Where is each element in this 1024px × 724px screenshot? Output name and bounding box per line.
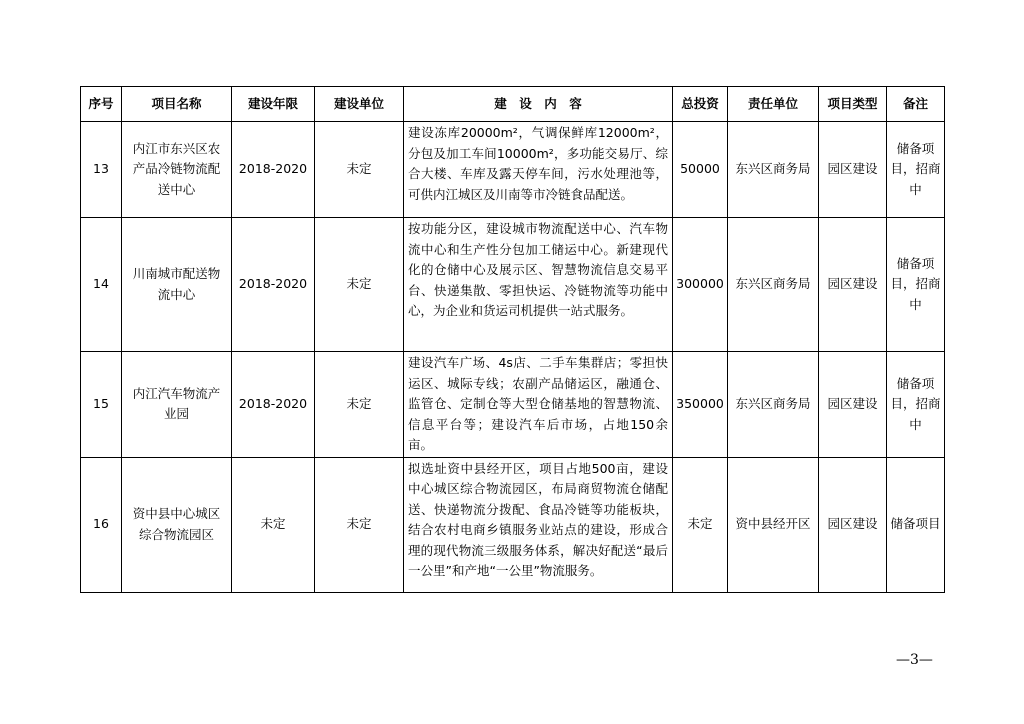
row-type: 园区建设 <box>819 457 887 592</box>
row-content: 建设冻库20000m²，气调保鲜库12000m²，分包及加工车间10000m²，多功能交易厅、综合大楼、车库及露天停车间，污水处理池等，可供内江城区及川南等市冷链食品配送。 <box>404 122 673 218</box>
row-remark: 储备项目，招商中 <box>887 352 945 458</box>
row-type: 园区建设 <box>819 352 887 458</box>
row-builder: 未定 <box>315 352 404 458</box>
row-no: 16 <box>81 457 122 592</box>
row-period: 2018-2020 <box>232 218 315 352</box>
header-investment: 总投资 <box>673 87 728 122</box>
header-remark: 备注 <box>887 87 945 122</box>
row-project-name: 内江市东兴区农产品冷链物流配送中心 <box>122 122 232 218</box>
row-remark: 储备项目 <box>887 457 945 592</box>
table-header-row <box>81 87 945 122</box>
row-remark: 储备项目，招商中 <box>887 122 945 218</box>
header-content: 建 设 内 容 <box>404 87 673 122</box>
row-no: 15 <box>81 352 122 458</box>
row-builder: 未定 <box>315 218 404 352</box>
row-investment: 未定 <box>673 457 728 592</box>
row-period: 未定 <box>232 457 315 592</box>
row-content: 拟选址资中县经开区，项目占地500亩，建设中心城区综合物流园区，布局商贸物流仓储配送、快递物流分拨配、食品冷链等功能板块，结合农村电商乡镇服务业站点的建设，形成合理的现代物流三级服务体系，解决好配送“最后一公里”和产地“一公里”物流服务。 <box>404 457 673 592</box>
row-period: 2018-2020 <box>232 122 315 218</box>
header-name: 项目名称 <box>122 87 232 122</box>
row-project-name: 内江汽车物流产业园 <box>122 352 232 458</box>
table-row <box>81 457 945 592</box>
row-builder: 未定 <box>315 457 404 592</box>
row-no: 13 <box>81 122 122 218</box>
header-period: 建设年限 <box>232 87 315 122</box>
row-period: 2018-2020 <box>232 352 315 458</box>
row-builder: 未定 <box>315 122 404 218</box>
header-responsible: 责任单位 <box>728 87 819 122</box>
row-responsible: 资中县经开区 <box>728 457 819 592</box>
row-remark: 储备项目，招商中 <box>887 218 945 352</box>
row-investment: 350000 <box>673 352 728 458</box>
row-content: 按功能分区，建设城市物流配送中心、汽车物流中心和生产性分包加工储运中心。新建现代化的仓储中心及展示区、智慧物流信息交易平台、快递集散、零担快运、冷链物流等功能中心，为企业和货运司机提供一站式服务。 <box>404 218 673 352</box>
row-responsible: 东兴区商务局 <box>728 122 819 218</box>
header-builder: 建设单位 <box>315 87 404 122</box>
row-responsible: 东兴区商务局 <box>728 218 819 352</box>
row-content: 建设汽车广场、4s店、二手车集群店；零担快运区、城际专线；农副产品储运区，融通仓、监管仓、定制仓等大型仓储基地的智慧物流、信息平台等；建设汽车后市场，占地150余亩。 <box>404 352 673 458</box>
row-type: 园区建设 <box>819 218 887 352</box>
project-table <box>80 86 945 593</box>
row-project-name: 资中县中心城区综合物流园区 <box>122 457 232 592</box>
table-row <box>81 122 945 218</box>
table-row <box>81 352 945 458</box>
row-project-name: 川南城市配送物流中心 <box>122 218 232 352</box>
row-no: 14 <box>81 218 122 352</box>
page-number: —3— <box>896 652 933 668</box>
header-no: 序号 <box>81 87 122 122</box>
header-type: 项目类型 <box>819 87 887 122</box>
row-responsible: 东兴区商务局 <box>728 352 819 458</box>
row-investment: 50000 <box>673 122 728 218</box>
row-investment: 300000 <box>673 218 728 352</box>
table-row <box>81 218 945 352</box>
row-type: 园区建设 <box>819 122 887 218</box>
